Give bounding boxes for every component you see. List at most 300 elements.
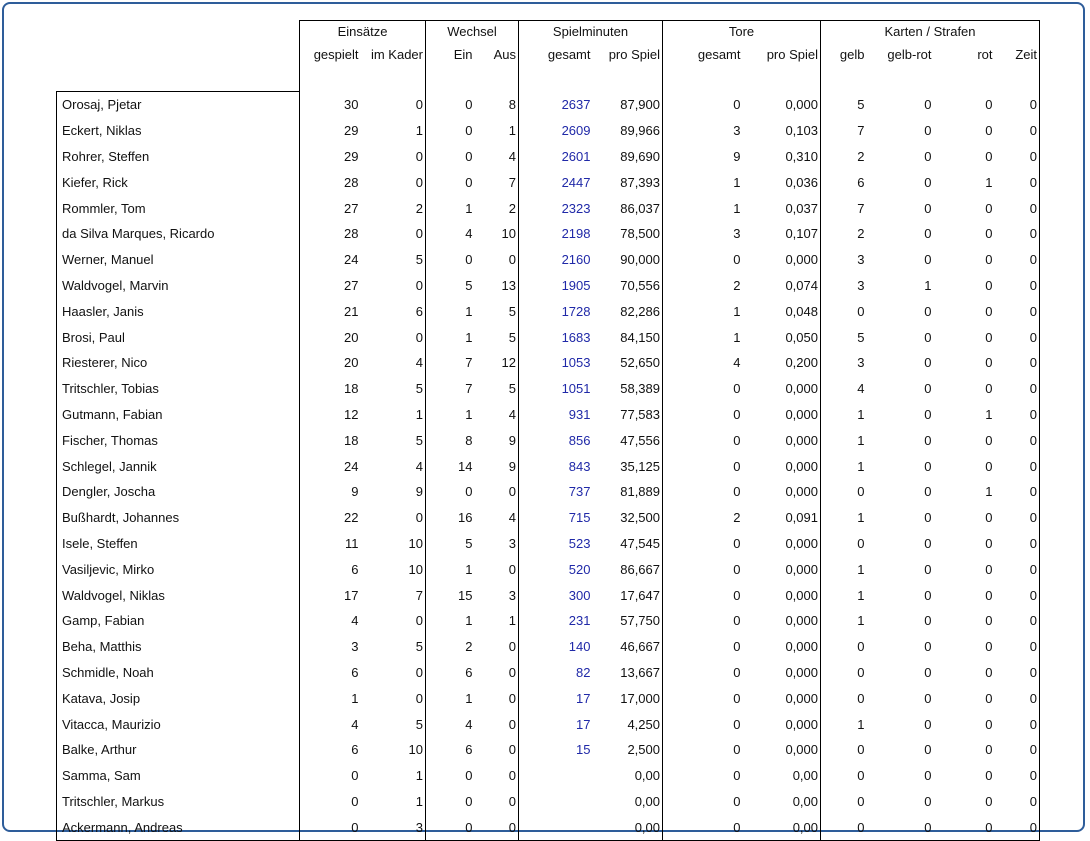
player-name: Beha, Matthis xyxy=(57,634,300,660)
tore-pro-spiel: 0,000 xyxy=(743,556,821,582)
wechsel-aus: 0 xyxy=(475,814,519,840)
tore-pro-spiel: 0,000 xyxy=(743,479,821,505)
player-name: Waldvogel, Marvin xyxy=(57,273,300,299)
player-stats-table xyxy=(56,20,1040,841)
einsaetze-im-kader: 10 xyxy=(361,556,426,582)
wechsel-ein: 0 xyxy=(465,148,473,164)
player-name: Eckert, Niklas xyxy=(57,118,300,144)
wechsel-aus: 1 xyxy=(475,118,519,144)
wechsel-aus: 7 xyxy=(475,169,519,195)
karten-gelb-rot: 0 xyxy=(924,742,932,758)
einsaetze-gespielt: 27 xyxy=(344,277,359,293)
karten-zeit: 0 xyxy=(995,531,1040,557)
karten-gelb-rot: 0 xyxy=(924,561,932,577)
minuten-gesamt: 2609 xyxy=(561,123,591,139)
karten-gelb-rot: 0 xyxy=(924,97,932,113)
karten-gelb-rot: 0 xyxy=(924,484,932,500)
tore-pro-spiel: 0,000 xyxy=(743,737,821,763)
wechsel-ein: 5 xyxy=(465,277,473,293)
einsaetze-im-kader: 5 xyxy=(361,376,426,402)
tore-pro-spiel: 0,000 xyxy=(743,427,821,453)
karten-zeit: 0 xyxy=(995,556,1040,582)
tore-pro-spiel: 0,036 xyxy=(743,169,821,195)
player-name: Tritschler, Tobias xyxy=(57,376,300,402)
table-row xyxy=(57,634,1040,660)
table-row xyxy=(57,531,1040,557)
player-name: Gutmann, Fabian xyxy=(57,402,300,428)
karten-gelb-rot: 0 xyxy=(867,814,934,840)
karten-gelb: 1 xyxy=(857,613,865,629)
einsaetze-gespielt: 24 xyxy=(344,252,359,268)
karten-gelb: 0 xyxy=(857,639,865,655)
minuten-pro-spiel: 47,545 xyxy=(593,531,663,557)
einsaetze-gespielt: 6 xyxy=(351,561,359,577)
table-row xyxy=(57,376,1040,402)
table-row xyxy=(57,427,1040,453)
karten-gelb: 5 xyxy=(857,329,865,345)
wechsel-aus: 3 xyxy=(475,531,519,557)
table-row xyxy=(57,763,1040,789)
col-ein: Ein xyxy=(426,42,475,66)
karten-gelb-rot: 0 xyxy=(924,123,932,139)
minuten-gesamt: 2160 xyxy=(561,252,591,268)
tore-pro-spiel: 0,000 xyxy=(743,608,821,634)
einsaetze-gespielt: 20 xyxy=(344,355,359,371)
minuten-gesamt: 520 xyxy=(568,561,591,577)
table-row xyxy=(57,118,1040,144)
karten-gelb: 1 xyxy=(857,561,865,577)
einsaetze-im-kader: 10 xyxy=(361,737,426,763)
table-row xyxy=(57,144,1040,170)
wechsel-aus: 4 xyxy=(475,144,519,170)
table-row xyxy=(57,169,1040,195)
tore-gesamt: 0 xyxy=(733,613,741,629)
einsaetze-gespielt: 29 xyxy=(344,123,359,139)
einsaetze-im-kader: 0 xyxy=(361,92,426,118)
minuten-pro-spiel: 78,500 xyxy=(593,221,663,247)
tore-gesamt: 1 xyxy=(733,200,741,216)
einsaetze-gespielt: 20 xyxy=(344,329,359,345)
karten-rot: 0 xyxy=(985,97,993,113)
einsaetze-im-kader: 1 xyxy=(361,402,426,428)
einsaetze-im-kader: 5 xyxy=(361,634,426,660)
karten-gelb-rot: 0 xyxy=(924,406,932,422)
wechsel-ein: 6 xyxy=(465,664,473,680)
minuten-pro-spiel: 13,667 xyxy=(593,660,663,686)
karten-rot: 0 xyxy=(985,768,993,784)
tore-gesamt: 0 xyxy=(663,814,743,840)
wechsel-ein: 4 xyxy=(465,226,473,242)
player-name: Schmidle, Noah xyxy=(57,660,300,686)
tore-pro-spiel: 0,091 xyxy=(743,505,821,531)
karten-gelb-rot: 0 xyxy=(924,639,932,655)
karten-gelb: 2 xyxy=(857,148,865,164)
karten-gelb-rot: 0 xyxy=(924,200,932,216)
tore-gesamt: 1 xyxy=(733,174,741,190)
wechsel-ein: 0 xyxy=(465,768,473,784)
table-row xyxy=(57,737,1040,763)
karten-rot: 1 xyxy=(985,406,993,422)
minuten-gesamt: 715 xyxy=(568,510,591,526)
karten-rot: 0 xyxy=(985,664,993,680)
karten-zeit: 0 xyxy=(995,427,1040,453)
tore-gesamt: 2 xyxy=(733,510,741,526)
wechsel-aus: 0 xyxy=(475,711,519,737)
einsaetze-im-kader: 0 xyxy=(361,660,426,686)
header-spacer xyxy=(57,66,1040,92)
table-row xyxy=(57,479,1040,505)
karten-zeit: 0 xyxy=(995,221,1040,247)
wechsel-ein: 4 xyxy=(465,716,473,732)
einsaetze-gespielt: 9 xyxy=(351,484,359,500)
einsaetze-im-kader: 4 xyxy=(361,350,426,376)
player-name: Rohrer, Steffen xyxy=(57,144,300,170)
col-tore-pro-spiel: pro Spiel xyxy=(766,46,818,62)
karten-gelb-rot: 0 xyxy=(924,664,932,680)
karten-gelb-rot: 0 xyxy=(924,535,932,551)
tore-pro-spiel: 0,037 xyxy=(743,195,821,221)
karten-gelb-rot: 0 xyxy=(924,768,932,784)
player-name: Riesterer, Nico xyxy=(57,350,300,376)
wechsel-aus: 4 xyxy=(475,505,519,531)
group-spielminuten: Spielminuten xyxy=(519,21,663,43)
player-name: Vitacca, Maurizio xyxy=(57,711,300,737)
karten-zeit: 0 xyxy=(995,608,1040,634)
karten-gelb: 0 xyxy=(857,690,865,706)
minuten-pro-spiel: 0,00 xyxy=(593,814,663,840)
karten-gelb: 4 xyxy=(857,381,865,397)
tore-gesamt: 0 xyxy=(733,587,741,603)
wechsel-aus: 0 xyxy=(475,556,519,582)
karten-gelb-rot: 0 xyxy=(924,613,932,629)
minuten-pro-spiel: 57,750 xyxy=(593,608,663,634)
karten-rot: 0 xyxy=(985,793,993,809)
karten-gelb: 1 xyxy=(857,406,865,422)
karten-gelb: 1 xyxy=(857,458,865,474)
table-row xyxy=(57,221,1040,247)
karten-gelb-rot: 0 xyxy=(924,510,932,526)
minuten-gesamt: 2198 xyxy=(561,226,591,242)
einsaetze-gespielt: 0 xyxy=(351,768,359,784)
minuten-pro-spiel: 87,393 xyxy=(593,169,663,195)
wechsel-aus: 0 xyxy=(475,660,519,686)
karten-gelb-rot: 0 xyxy=(924,252,932,268)
table-row xyxy=(57,660,1040,686)
einsaetze-im-kader: 0 xyxy=(361,221,426,247)
minuten-pro-spiel: 17,647 xyxy=(593,582,663,608)
karten-rot: 0 xyxy=(985,355,993,371)
col-minuten-pro-spiel: pro Spiel xyxy=(608,46,660,62)
player-name: Samma, Sam xyxy=(57,763,300,789)
karten-gelb: 0 xyxy=(857,742,865,758)
player-name: Bußhardt, Johannes xyxy=(57,505,300,531)
tore-gesamt: 0 xyxy=(733,793,741,809)
wechsel-aus: 5 xyxy=(475,298,519,324)
minuten-gesamt: 523 xyxy=(568,535,591,551)
tore-gesamt: 0 xyxy=(733,535,741,551)
karten-rot: 0 xyxy=(985,639,993,655)
col-tore-gesamt: gesamt xyxy=(663,42,743,66)
einsaetze-gespielt: 11 xyxy=(345,535,359,551)
minuten-gesamt: 1051 xyxy=(561,381,591,397)
tore-gesamt: 0 xyxy=(733,664,741,680)
karten-zeit: 0 xyxy=(995,247,1040,273)
karten-rot: 0 xyxy=(985,742,993,758)
einsaetze-gespielt: 1 xyxy=(351,690,359,706)
tore-gesamt: 0 xyxy=(733,406,741,422)
karten-gelb: 1 xyxy=(857,510,865,526)
player-name: da Silva Marques, Ricardo xyxy=(57,221,300,247)
minuten-pro-spiel: 17,000 xyxy=(593,685,663,711)
tore-gesamt: 0 xyxy=(733,432,741,448)
table-row xyxy=(57,402,1040,428)
wechsel-ein: 1 xyxy=(465,613,473,629)
karten-zeit: 0 xyxy=(995,92,1040,118)
einsaetze-im-kader: 7 xyxy=(361,582,426,608)
wechsel-aus: 0 xyxy=(475,634,519,660)
player-name: Haasler, Janis xyxy=(57,298,300,324)
karten-rot: 0 xyxy=(985,561,993,577)
karten-gelb-rot: 0 xyxy=(924,716,932,732)
tore-gesamt: 0 xyxy=(733,768,741,784)
karten-gelb-rot: 1 xyxy=(924,277,932,293)
wechsel-ein: 7 xyxy=(465,381,473,397)
karten-zeit: 0 xyxy=(995,814,1040,840)
wechsel-aus: 1 xyxy=(475,608,519,634)
einsaetze-gespielt: 29 xyxy=(344,148,359,164)
table-row xyxy=(57,556,1040,582)
tore-gesamt: 1 xyxy=(733,329,741,345)
minuten-pro-spiel: 84,150 xyxy=(593,324,663,350)
group-einsaetze: Einsätze xyxy=(300,21,426,43)
minuten-gesamt: 2323 xyxy=(561,200,591,216)
wechsel-ein: 16 xyxy=(458,510,473,526)
einsaetze-gespielt: 6 xyxy=(351,742,359,758)
minuten-gesamt: 1683 xyxy=(561,329,591,345)
tore-gesamt: 0 xyxy=(733,97,741,113)
tore-gesamt: 0 xyxy=(733,252,741,268)
minuten-pro-spiel: 2,500 xyxy=(593,737,663,763)
tore-gesamt: 0 xyxy=(733,690,741,706)
minuten-gesamt: 2447 xyxy=(561,174,591,190)
tore-pro-spiel: 0,000 xyxy=(743,453,821,479)
minuten-gesamt: 2637 xyxy=(561,97,591,113)
tore-gesamt: 3 xyxy=(733,123,741,139)
minuten-gesamt: 1728 xyxy=(561,303,591,319)
player-name: Werner, Manuel xyxy=(57,247,300,273)
wechsel-aus: 2 xyxy=(475,195,519,221)
tore-pro-spiel: 0,00 xyxy=(743,763,821,789)
karten-gelb-rot: 0 xyxy=(924,226,932,242)
tore-pro-spiel: 0,000 xyxy=(743,660,821,686)
tore-gesamt: 4 xyxy=(733,355,741,371)
einsaetze-im-kader: 0 xyxy=(361,505,426,531)
tore-pro-spiel: 0,000 xyxy=(743,582,821,608)
karten-zeit: 0 xyxy=(995,376,1040,402)
tore-pro-spiel: 0,107 xyxy=(743,221,821,247)
karten-gelb: 3 xyxy=(857,277,865,293)
karten-gelb: 0 xyxy=(857,793,865,809)
wechsel-ein: 0 xyxy=(465,123,473,139)
karten-rot: 0 xyxy=(985,716,993,732)
karten-gelb-rot: 0 xyxy=(924,432,932,448)
einsaetze-im-kader: 5 xyxy=(361,427,426,453)
tore-pro-spiel: 0,310 xyxy=(743,144,821,170)
tore-gesamt: 0 xyxy=(733,742,741,758)
karten-gelb: 3 xyxy=(857,355,865,371)
minuten-gesamt: 737 xyxy=(568,484,591,500)
tore-gesamt: 1 xyxy=(733,303,741,319)
tore-gesamt: 2 xyxy=(733,277,741,293)
karten-gelb-rot: 0 xyxy=(924,355,932,371)
tore-pro-spiel: 0,000 xyxy=(743,711,821,737)
tore-pro-spiel: 0,000 xyxy=(743,247,821,273)
karten-gelb: 1 xyxy=(857,432,865,448)
tore-gesamt: 0 xyxy=(733,716,741,732)
einsaetze-im-kader: 2 xyxy=(361,195,426,221)
wechsel-ein: 1 xyxy=(465,329,473,345)
tore-pro-spiel: 0,000 xyxy=(743,634,821,660)
karten-rot: 0 xyxy=(985,303,993,319)
einsaetze-im-kader: 10 xyxy=(361,531,426,557)
karten-gelb: 0 xyxy=(821,814,867,840)
player-name: Rommler, Tom xyxy=(57,195,300,221)
col-zeit: Zeit xyxy=(995,42,1040,66)
karten-gelb: 0 xyxy=(857,768,865,784)
col-gespielt: gespielt xyxy=(300,42,361,66)
karten-zeit: 0 xyxy=(995,660,1040,686)
wechsel-ein: 6 xyxy=(465,742,473,758)
minuten-gesamt: 17 xyxy=(576,690,591,706)
wechsel-aus: 0 xyxy=(475,247,519,273)
karten-rot: 0 xyxy=(985,200,993,216)
karten-rot: 0 xyxy=(985,587,993,603)
wechsel-ein: 0 xyxy=(465,174,473,190)
minuten-gesamt: 15 xyxy=(576,742,591,758)
einsaetze-gespielt: 4 xyxy=(351,716,359,732)
karten-zeit: 0 xyxy=(995,789,1040,815)
minuten-pro-spiel: 89,690 xyxy=(593,144,663,170)
table-row xyxy=(57,582,1040,608)
minuten-pro-spiel: 87,900 xyxy=(593,92,663,118)
karten-zeit: 0 xyxy=(995,453,1040,479)
einsaetze-gespielt: 12 xyxy=(344,406,359,422)
col-im-kader: im Kader xyxy=(370,46,423,62)
tore-pro-spiel: 0,000 xyxy=(743,376,821,402)
einsaetze-gespielt: 21 xyxy=(344,303,359,319)
minuten-gesamt xyxy=(519,789,593,815)
player-name: Gamp, Fabian xyxy=(57,608,300,634)
karten-gelb: 0 xyxy=(857,664,865,680)
tore-pro-spiel: 0,074 xyxy=(743,273,821,299)
group-tore: Tore xyxy=(663,21,821,43)
wechsel-ein: 7 xyxy=(465,355,473,371)
wechsel-aus: 4 xyxy=(475,402,519,428)
einsaetze-gespielt: 6 xyxy=(351,664,359,680)
wechsel-ein: 1 xyxy=(465,406,473,422)
tore-pro-spiel: 0,048 xyxy=(743,298,821,324)
karten-rot: 0 xyxy=(985,458,993,474)
col-minuten-gesamt: gesamt xyxy=(519,42,593,66)
wechsel-aus: 10 xyxy=(475,221,519,247)
einsaetze-im-kader: 9 xyxy=(361,479,426,505)
einsaetze-im-kader: 5 xyxy=(361,247,426,273)
wechsel-ein: 0 xyxy=(465,97,473,113)
tore-pro-spiel: 0,000 xyxy=(743,531,821,557)
wechsel-aus: 0 xyxy=(475,763,519,789)
minuten-gesamt: 140 xyxy=(568,639,591,655)
minuten-pro-spiel: 0,00 xyxy=(593,789,663,815)
karten-rot: 1 xyxy=(985,484,993,500)
wechsel-aus: 3 xyxy=(475,582,519,608)
einsaetze-im-kader: 4 xyxy=(361,453,426,479)
player-name: Waldvogel, Niklas xyxy=(57,582,300,608)
player-rows xyxy=(57,92,1040,841)
karten-gelb: 3 xyxy=(857,252,865,268)
wechsel-ein: 5 xyxy=(465,535,473,551)
wechsel-aus: 8 xyxy=(475,92,519,118)
minuten-gesamt: 2601 xyxy=(561,148,591,164)
table-row xyxy=(57,505,1040,531)
wechsel-ein: 8 xyxy=(465,432,473,448)
table-row xyxy=(57,685,1040,711)
einsaetze-gespielt: 28 xyxy=(344,174,359,190)
einsaetze-gespielt: 0 xyxy=(351,793,359,809)
karten-gelb: 7 xyxy=(857,123,865,139)
tore-pro-spiel: 0,103 xyxy=(743,118,821,144)
wechsel-aus: 9 xyxy=(475,427,519,453)
karten-rot: 0 xyxy=(985,123,993,139)
karten-gelb: 0 xyxy=(857,484,865,500)
tore-gesamt: 0 xyxy=(733,458,741,474)
minuten-gesamt: 1053 xyxy=(561,355,591,371)
karten-rot: 0 xyxy=(985,226,993,242)
wechsel-ein: 1 xyxy=(465,200,473,216)
player-name: Fischer, Thomas xyxy=(57,427,300,453)
group-wechsel: Wechsel xyxy=(426,21,519,43)
einsaetze-im-kader: 3 xyxy=(361,814,426,840)
einsaetze-gespielt: 22 xyxy=(344,510,359,526)
player-name: Katava, Josip xyxy=(57,685,300,711)
wechsel-ein: 15 xyxy=(458,587,473,603)
einsaetze-im-kader: 1 xyxy=(361,789,426,815)
karten-rot: 0 xyxy=(934,814,995,840)
player-name: Schlegel, Jannik xyxy=(57,453,300,479)
minuten-gesamt: 931 xyxy=(568,406,591,422)
player-name: Balke, Arthur xyxy=(57,737,300,763)
table-row xyxy=(57,350,1040,376)
einsaetze-gespielt: 18 xyxy=(344,432,359,448)
einsaetze-im-kader: 0 xyxy=(361,144,426,170)
wechsel-ein: 0 xyxy=(465,793,473,809)
wechsel-aus: 0 xyxy=(475,479,519,505)
table-row xyxy=(57,711,1040,737)
karten-rot: 0 xyxy=(985,381,993,397)
karten-zeit: 0 xyxy=(995,582,1040,608)
minuten-gesamt: 843 xyxy=(568,458,591,474)
minuten-pro-spiel: 86,037 xyxy=(593,195,663,221)
tore-pro-spiel: 0,000 xyxy=(743,685,821,711)
tore-pro-spiel: 0,000 xyxy=(743,92,821,118)
einsaetze-im-kader: 0 xyxy=(361,685,426,711)
einsaetze-gespielt: 30 xyxy=(344,97,359,113)
group-karten: Karten / Strafen xyxy=(821,21,1040,43)
einsaetze-gespielt: 3 xyxy=(351,639,359,655)
group-header-row xyxy=(57,21,1040,43)
table-row xyxy=(57,247,1040,273)
table-row xyxy=(57,273,1040,299)
karten-zeit: 0 xyxy=(995,298,1040,324)
